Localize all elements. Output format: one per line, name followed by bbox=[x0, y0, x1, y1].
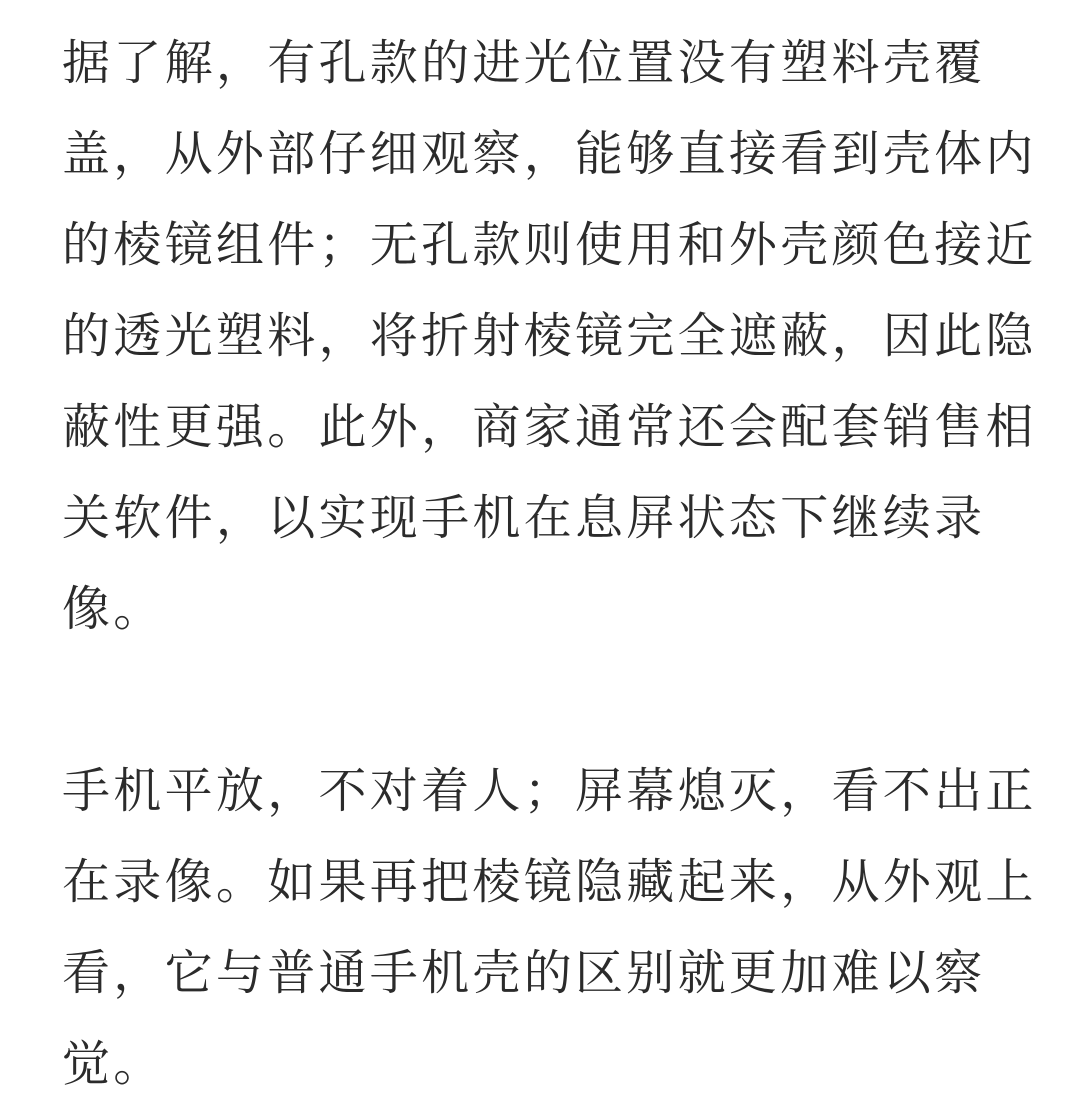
paragraph-line: 的透光塑料，将折射棱镜完全遮蔽，因此隐 bbox=[62, 308, 1037, 364]
article-body bbox=[62, 18, 1037, 1110]
paragraph-1 bbox=[62, 18, 1037, 655]
paragraph-line: 手机平放，不对着人；屏幕熄灭，看不出正 bbox=[62, 763, 1037, 819]
paragraph-line: 像。 bbox=[62, 581, 165, 637]
paragraph-line: 关软件，以实现手机在息屏状态下继续录 bbox=[62, 490, 986, 546]
paragraph-line: 据了解，有孔款的进光位置没有塑料壳覆 bbox=[62, 35, 986, 91]
paragraph-line: 在录像。如果再把棱镜隐藏起来，从外观上 bbox=[62, 854, 1037, 910]
paragraph-line: 看，它与普通手机壳的区别就更加难以察 bbox=[62, 945, 986, 1001]
paragraph-line: 蔽性更强。此外，商家通常还会配套销售相 bbox=[62, 399, 1037, 455]
paragraph-line: 觉。 bbox=[62, 1036, 165, 1092]
paragraph-line: 的棱镜组件；无孔款则使用和外壳颜色接近 bbox=[62, 217, 1037, 273]
paragraph-2 bbox=[62, 746, 1037, 1110]
paragraph-line: 盖，从外部仔细观察，能够直接看到壳体内 bbox=[62, 126, 1037, 182]
